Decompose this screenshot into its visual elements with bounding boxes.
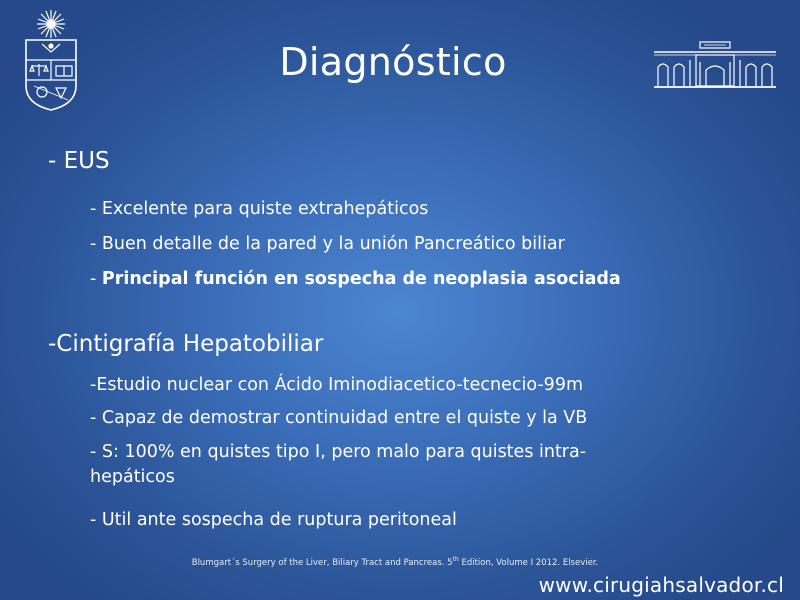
section-heading-eus: - EUS (48, 148, 110, 174)
citation-text-end: Edition, Volume I 2012. Elsevier. (458, 557, 599, 568)
slide-title: Diagnóstico (279, 40, 507, 84)
citation-superscript: th (452, 556, 459, 563)
bullet-item: - Util ante sospecha de ruptura peritoneal (90, 510, 457, 530)
bullet-item-bold (90, 269, 621, 289)
bullet-item: -Estudio nuclear con Ácido Iminodiacetico-tecnecio-99m (90, 375, 583, 395)
section-heading-cintigrafia: -Cintigrafía Hepatobiliar (48, 331, 324, 357)
citation (0, 556, 790, 568)
website-url: www.cirugiahsalvador.cl (538, 573, 784, 597)
citation-text: Blumgart´s Surgery of the Liver, Biliary Tract and Pancreas. 5 (191, 557, 453, 568)
bullet-item: - Excelente para quiste extrahepáticos (90, 199, 429, 219)
bullet-item: - Buen detalle de la pared y la unión Pancreático biliar (90, 234, 565, 254)
bullet-prefix: - (90, 269, 102, 289)
bullet-item: - S: 100% en quistes tipo I, pero malo para quistes intra-hepáticos (90, 442, 587, 487)
bullet-bold-text: Principal función en sospecha de neoplasia asociada (101, 269, 621, 289)
bullet-item: - Capaz de demostrar continuidad entre el quiste y la VB (90, 408, 588, 428)
